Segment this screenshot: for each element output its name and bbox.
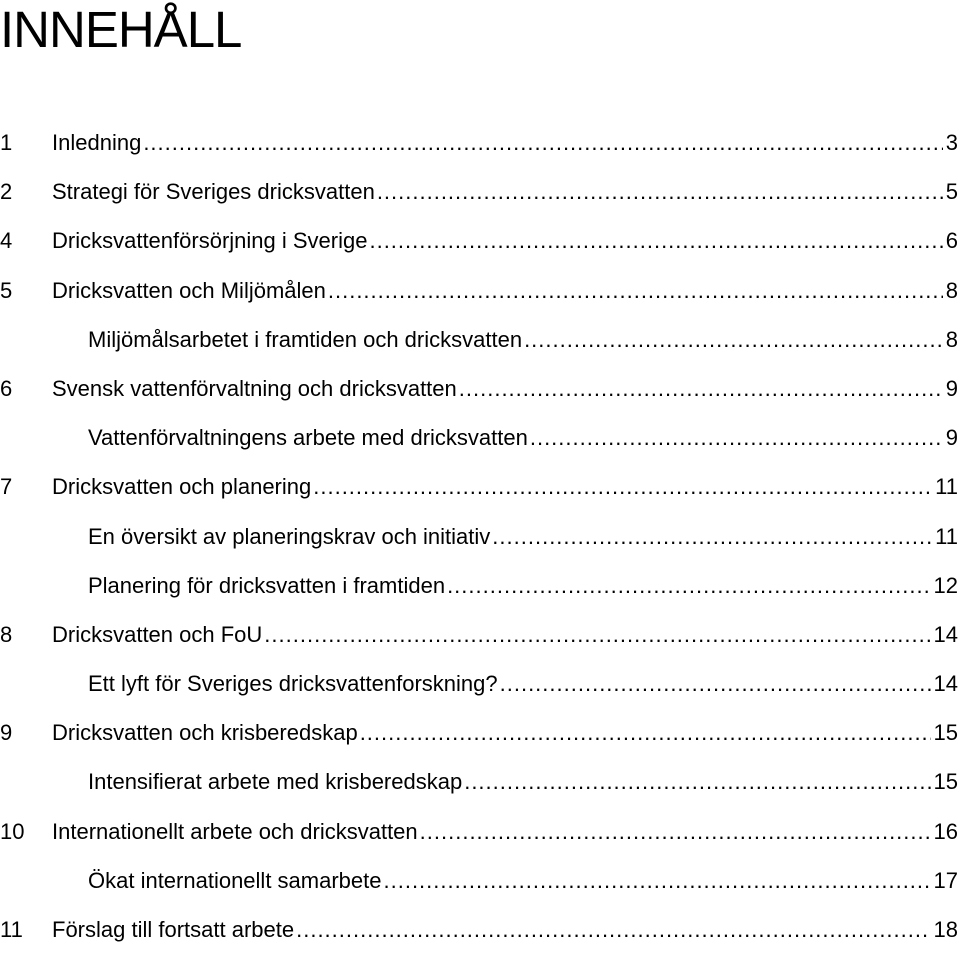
toc-entry-line <box>52 167 958 216</box>
toc-entry-title[interactable]: Strategi för Sveriges dricksvatten <box>52 179 375 205</box>
toc-entry-title[interactable]: Dricksvatten och planering <box>52 474 312 500</box>
toc-entry-number: 5 <box>0 277 13 303</box>
toc-entry-number: 2 <box>0 179 13 205</box>
toc-entry-line <box>52 708 958 757</box>
toc-entry-title[interactable]: Dricksvatten och krisberedskap <box>52 720 358 746</box>
toc-entry-title[interactable]: Planering för dricksvatten i framtiden <box>88 572 446 598</box>
dot-leader <box>313 462 932 511</box>
toc-entry-title[interactable]: Miljömålsarbetet i framtiden och dricksvatten <box>88 326 523 352</box>
toc-entry-line <box>52 610 958 659</box>
toc-entry-title[interactable]: Ökat internationellt samarbete <box>88 867 382 893</box>
toc-entry-page-number[interactable]: 15 <box>933 769 958 795</box>
toc-entry[interactable] <box>0 413 958 462</box>
toc-entry[interactable] <box>0 856 958 905</box>
toc-entry[interactable] <box>0 266 958 315</box>
page-title: INNEHÅLL <box>0 1 242 58</box>
dot-leader <box>377 167 943 216</box>
dot-leader <box>500 659 931 708</box>
toc-entry-line <box>88 512 958 561</box>
toc-entry[interactable] <box>0 561 958 610</box>
toc-entry-line <box>88 315 958 364</box>
toc-entry-title[interactable]: Inledning <box>52 130 142 155</box>
toc-entry-line <box>52 118 958 167</box>
toc-entry-page-number[interactable]: 18 <box>933 917 958 942</box>
toc-entry-line <box>52 807 958 856</box>
toc-entry[interactable] <box>0 315 958 364</box>
toc-entry-title[interactable]: Internationellt arbete och dricksvatten <box>52 818 418 844</box>
toc-entry[interactable] <box>0 659 958 708</box>
toc-entry-number: 6 <box>0 375 13 401</box>
toc-entry-title[interactable]: Förslag till fortsatt arbete <box>52 917 295 942</box>
dot-leader <box>524 315 943 364</box>
dot-leader <box>447 561 930 610</box>
toc-entry-line <box>88 659 958 708</box>
toc-entry-page-number[interactable]: 16 <box>933 818 958 844</box>
toc-entry-number: 11 <box>0 917 23 942</box>
toc-entry-line <box>88 856 958 905</box>
toc-entry-page-number[interactable]: 6 <box>945 228 958 254</box>
dot-leader <box>464 757 930 806</box>
toc-entry-page-number[interactable]: 15 <box>933 720 958 746</box>
toc-entry-number: 1 <box>0 130 13 155</box>
toc-entry[interactable] <box>0 364 958 413</box>
toc-entry[interactable] <box>0 757 958 806</box>
dot-leader <box>459 364 943 413</box>
toc-entry-title[interactable]: Ett lyft för Sveriges dricksvattenforskning? <box>88 671 498 697</box>
toc-entry[interactable] <box>0 462 958 511</box>
dot-leader <box>264 610 930 659</box>
toc-entry-page-number[interactable]: 9 <box>945 425 958 451</box>
toc-entry[interactable] <box>0 807 958 856</box>
dot-leader <box>143 118 942 167</box>
toc-entry[interactable] <box>0 708 958 757</box>
toc-entry[interactable] <box>0 167 958 216</box>
toc-entry-number: 8 <box>0 621 13 647</box>
table-of-contents <box>0 118 960 954</box>
toc-entry-line <box>88 561 958 610</box>
dot-leader <box>360 708 931 757</box>
toc-entry-title[interactable]: Intensifierat arbete med krisberedskap <box>88 769 463 795</box>
dot-leader <box>328 266 943 315</box>
toc-entry-line <box>88 413 958 462</box>
toc-entry-page-number[interactable]: 8 <box>945 326 958 352</box>
toc-entry-number: 7 <box>0 474 13 500</box>
toc-entry-title[interactable]: Dricksvatten och Miljömålen <box>52 277 326 303</box>
toc-entry-page-number[interactable]: 14 <box>933 671 958 697</box>
dot-leader <box>420 807 931 856</box>
toc-entry-number: 9 <box>0 720 13 746</box>
toc-entry[interactable] <box>0 905 958 954</box>
toc-entry-line <box>52 216 958 265</box>
toc-entry-line <box>52 266 958 315</box>
toc-entry-title[interactable]: Svensk vattenförvaltning och dricksvatten <box>52 375 457 401</box>
toc-entry[interactable] <box>0 216 958 265</box>
toc-entry-page-number[interactable]: 12 <box>933 572 958 598</box>
toc-entry-page-number[interactable]: 17 <box>933 867 958 893</box>
toc-entry-line <box>88 757 958 806</box>
toc-entry[interactable] <box>0 118 958 167</box>
toc-entry-title[interactable]: Dricksvattenförsörjning i Sverige <box>52 228 368 254</box>
toc-entry-page-number[interactable]: 11 <box>935 474 958 500</box>
toc-entry[interactable] <box>0 610 958 659</box>
toc-entry-title[interactable]: Dricksvatten och FoU <box>52 621 263 647</box>
dot-leader <box>369 216 942 265</box>
toc-entry-page-number[interactable]: 3 <box>945 130 958 155</box>
toc-entry-line <box>52 364 958 413</box>
toc-entry-page-number[interactable]: 5 <box>945 179 958 205</box>
toc-entry-page-number[interactable]: 8 <box>945 277 958 303</box>
toc-entry-number: 10 <box>0 818 25 844</box>
toc-entry-line <box>52 462 958 511</box>
dot-leader <box>530 413 943 462</box>
toc-entry-number: 4 <box>0 228 13 254</box>
toc-entry-title[interactable]: Vattenförvaltningens arbete med dricksvatten <box>88 425 528 451</box>
toc-entry-line <box>52 905 958 954</box>
toc-entry-title[interactable]: En översikt av planeringskrav och initiativ <box>88 523 491 549</box>
toc-entry[interactable] <box>0 512 958 561</box>
toc-entry-page-number[interactable]: 9 <box>945 375 958 401</box>
dot-leader <box>492 512 932 561</box>
dot-leader <box>296 905 930 954</box>
toc-entry-page-number[interactable]: 11 <box>935 523 958 549</box>
toc-entry-page-number[interactable]: 14 <box>933 621 958 647</box>
dot-leader <box>384 856 931 905</box>
